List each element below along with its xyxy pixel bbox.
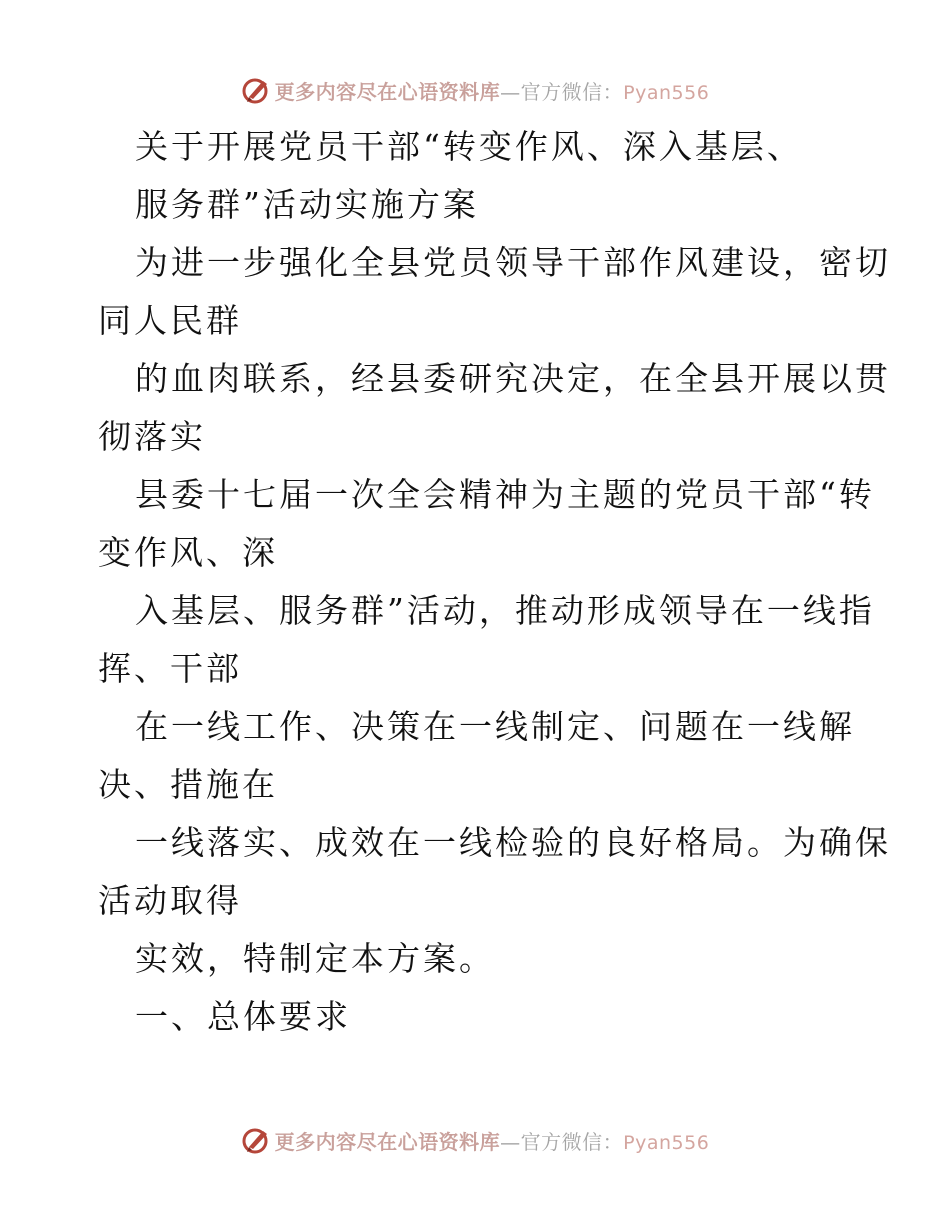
paragraph-line: 变作风、深 [98, 533, 278, 572]
watermark-wechat-id: Pyan556 [623, 81, 710, 104]
pen-logo-icon [241, 75, 271, 105]
watermark-dash: — [500, 1129, 521, 1154]
watermark-banner-bottom [0, 1120, 950, 1160]
paragraph-line: 在一线工作、决策在一线制定、问题在一线解 [135, 707, 855, 746]
paragraph-line: 县委十七届一次全会精神为主题的党员干部“转 [135, 475, 875, 514]
paragraph-line: 同人民群 [98, 301, 242, 340]
paragraph-line: 为进一步强化全县党员领导干部作风建设，密切 [135, 243, 891, 282]
paragraph-line: 决、措施在 [98, 765, 278, 804]
watermark-prefix: 更多内容尽在心语资料库 [274, 1129, 501, 1154]
paragraph-line: 实效，特制定本方案。 [135, 939, 495, 978]
paragraph-line: 一线落实、成效在一线检验的良好格局。为确保 [135, 823, 891, 862]
watermark-suffix: 官方微信： [520, 79, 624, 104]
title-line-2: 服务群”活动实施方案 [135, 185, 479, 224]
section-heading: 一、总体要求 [135, 997, 351, 1036]
paragraph-line: 活动取得 [98, 881, 242, 920]
watermark-wechat-id: Pyan556 [623, 1131, 710, 1154]
paragraph-line: 入基层、服务群”活动，推动形成领导在一线指 [135, 591, 875, 630]
watermark-suffix: 官方微信： [520, 1129, 624, 1154]
title-line-1: 关于开展党员干部“转变作风、深入基层、 [135, 127, 803, 166]
watermark-prefix: 更多内容尽在心语资料库 [274, 79, 501, 104]
watermark-banner-top [0, 70, 950, 110]
paragraph-line: 的血肉联系，经县委研究决定，在全县开展以贯 [135, 359, 891, 398]
watermark-dash: — [500, 79, 521, 104]
paragraph-line: 彻落实 [98, 417, 206, 456]
document-body [98, 118, 891, 1046]
paragraph-line: 挥、干部 [98, 649, 242, 688]
pen-logo-icon [241, 1125, 271, 1155]
